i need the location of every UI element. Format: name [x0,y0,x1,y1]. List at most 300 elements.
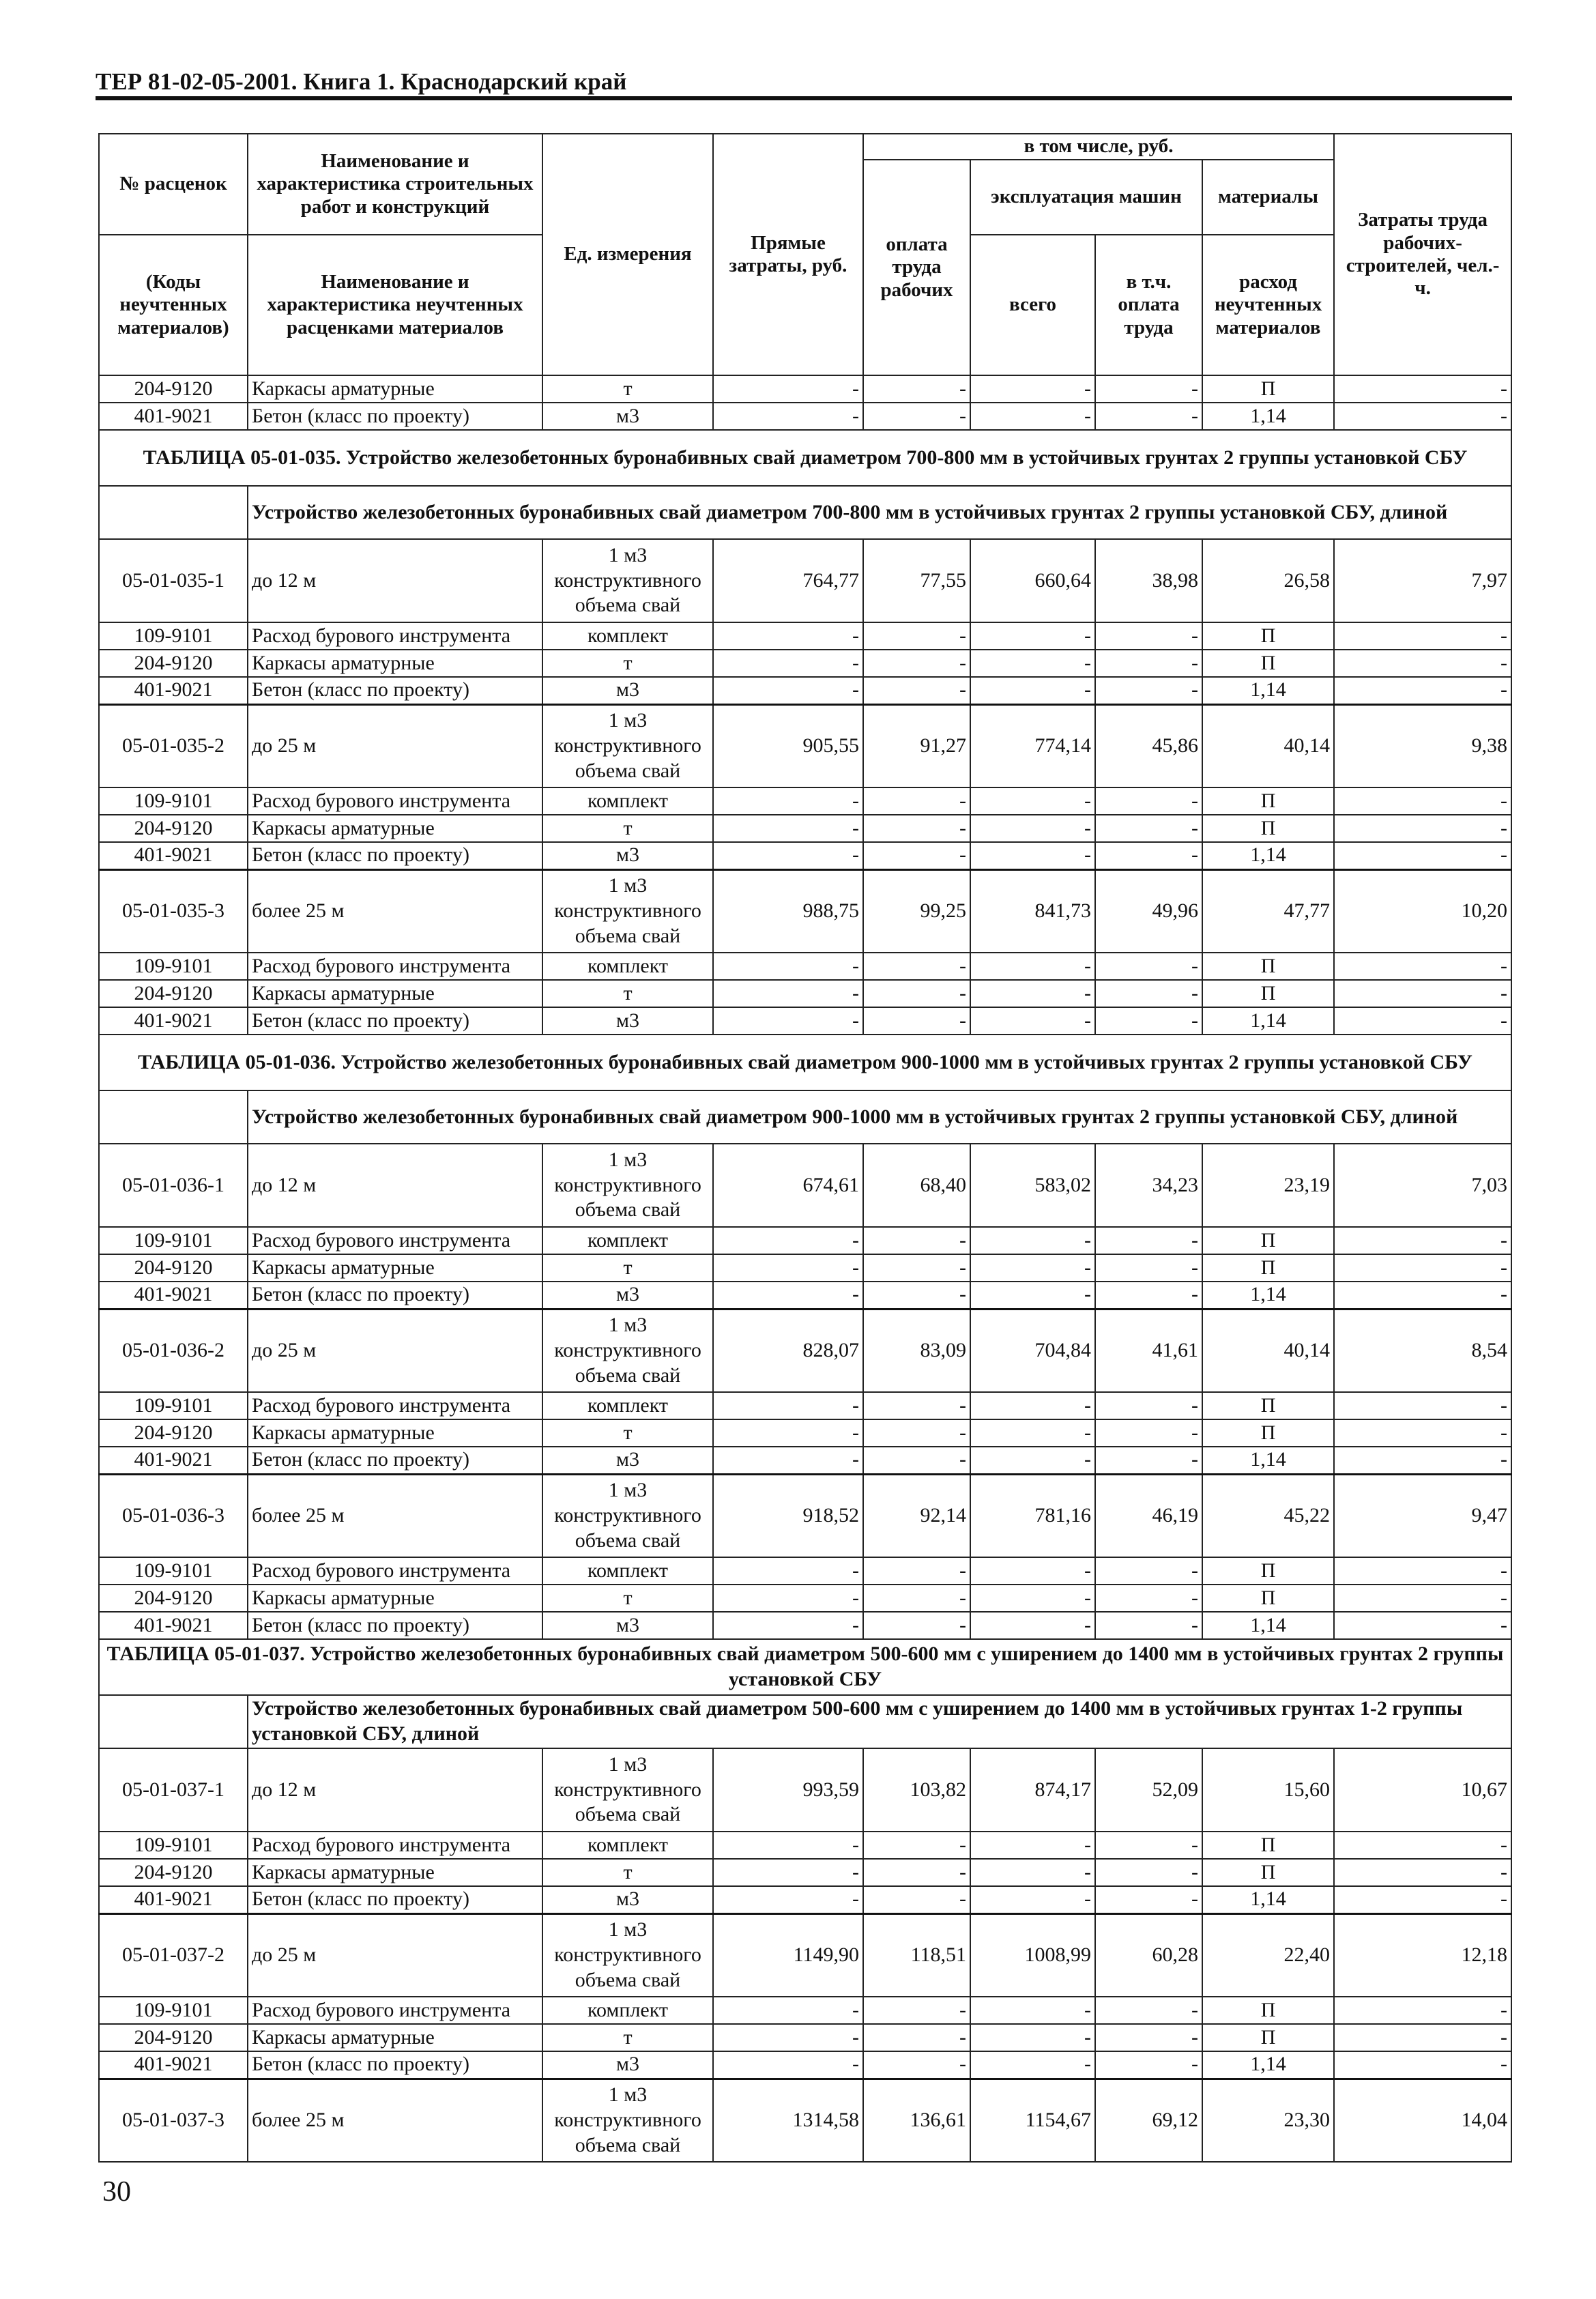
rate-machines: 874,17 [970,1748,1095,1832]
material-machines: - [970,980,1095,1007]
material-unit: комплект [542,622,713,650]
table-title-row [99,1035,1511,1090]
material-pay: - [863,1282,970,1309]
material-machines-pay: - [1095,1392,1202,1419]
rate-direct-cost: 674,61 [713,1144,863,1227]
material-name: Расход бурового инструмента [248,953,542,980]
material-machines-pay: - [1095,1419,1202,1447]
material-machines: - [970,1282,1095,1309]
rate-row [99,1474,1511,1557]
rate-labor: 9,47 [1334,1474,1511,1557]
material-machines: - [970,787,1095,815]
material-machines: - [970,1832,1095,1859]
rate-name: более 25 м [248,869,542,953]
material-consumption: 1,14 [1202,1007,1334,1035]
material-machines: - [970,403,1095,430]
rate-row [99,1144,1511,1227]
material-machines: - [970,1859,1095,1886]
rate-row [99,1309,1511,1392]
material-direct: - [713,1227,863,1254]
rate-code: 05-01-036-3 [99,1474,248,1557]
material-labor: - [1334,2051,1511,2079]
material-unit: т [542,650,713,677]
rate-code: 05-01-037-3 [99,2079,248,2162]
material-name: Каркасы арматурные [248,980,542,1007]
material-direct: - [713,1886,863,1913]
material-direct: - [713,1254,863,1282]
material-consumption: П [1202,1392,1334,1419]
rate-direct-cost: 918,52 [713,1474,863,1557]
material-machines-pay: - [1095,1612,1202,1639]
material-pay: - [863,842,970,869]
material-machines: - [970,1997,1095,2024]
material-labor: - [1334,1612,1511,1639]
material-name: Бетон (класс по проекту) [248,677,542,704]
material-code: 109-9101 [99,1557,248,1585]
material-pay: - [863,650,970,677]
header-machines: эксплуатация машин [970,160,1202,235]
material-unit: комплект [542,1832,713,1859]
subtitle-blank [99,1695,248,1748]
table-title: ТАБЛИЦА 05-01-037. Устройство железобетонных буронабивных свай диаметром 500-600 мм с уширением до 1400 мм в устойчивых грунтах 2 группы установкой СБУ [99,1639,1511,1695]
material-name: Бетон (класс по проекту) [248,842,542,869]
material-code: 204-9120 [99,1859,248,1886]
material-code: 204-9120 [99,2024,248,2051]
material-direct: - [713,2024,863,2051]
material-consumption: П [1202,787,1334,815]
material-direct: - [713,815,863,842]
material-unit: комплект [542,1557,713,1585]
rate-materials: 22,40 [1202,1913,1334,1997]
material-machines: - [970,1227,1095,1254]
material-machines: - [970,1585,1095,1612]
material-pay: - [863,1392,970,1419]
table-title: ТАБЛИЦА 05-01-036. Устройство железобетонных буронабивных свай диаметром 900-1000 мм в устойчивых грунтах 2 группы установкой СБУ [99,1035,1511,1090]
material-code: 401-9021 [99,403,248,430]
subtitle-blank [99,1090,248,1144]
rate-direct-cost: 764,77 [713,539,863,622]
material-consumption: 1,14 [1202,1447,1334,1474]
material-machines-pay: - [1095,1007,1202,1035]
rate-machines: 841,73 [970,869,1095,953]
rate-name: до 25 м [248,1309,542,1392]
material-row [99,1859,1511,1886]
material-row [99,1612,1511,1639]
header-code: № расценок [99,134,248,235]
material-row [99,842,1511,869]
rate-direct-cost: 905,55 [713,704,863,787]
material-pay: - [863,1419,970,1447]
material-machines-pay: - [1095,2024,1202,2051]
material-name: Каркасы арматурные [248,375,542,403]
rate-labor-pay: 136,61 [863,2079,970,2162]
material-labor: - [1334,1997,1511,2024]
material-code: 204-9120 [99,1585,248,1612]
material-row [99,1585,1511,1612]
material-row [99,1227,1511,1254]
header-unit: Ед. измерения [542,134,713,375]
rate-machines: 583,02 [970,1144,1095,1227]
header-name-sub: Наименование и характеристика неучтенных расценками материалов [248,235,542,375]
material-unit: комплект [542,1392,713,1419]
material-code: 401-9021 [99,1007,248,1035]
material-unit: т [542,1419,713,1447]
material-direct: - [713,1859,863,1886]
material-row [99,2024,1511,2051]
material-unit: т [542,1859,713,1886]
material-name: Каркасы арматурные [248,1585,542,1612]
rate-direct-cost: 1314,58 [713,2079,863,2162]
material-code: 109-9101 [99,622,248,650]
header-machines-pay: в т.ч. оплата труда [1095,235,1202,375]
material-machines: - [970,1612,1095,1639]
material-code: 109-9101 [99,953,248,980]
material-consumption: 1,14 [1202,677,1334,704]
header-incl: в том числе, руб. [863,134,1334,160]
table-subtitle: Устройство железобетонных буронабивных свай диаметром 500-600 мм с уширением до 1400 мм в устойчивых грунтах 1-2 группы установкой СБУ, длиной [248,1695,1511,1748]
material-unit: м3 [542,1007,713,1035]
material-pay: - [863,2024,970,2051]
material-unit: м3 [542,842,713,869]
material-machines-pay: - [1095,1585,1202,1612]
rate-code: 05-01-036-1 [99,1144,248,1227]
material-machines-pay: - [1095,650,1202,677]
rate-materials: 40,14 [1202,1309,1334,1392]
material-row [99,1254,1511,1282]
material-direct: - [713,1832,863,1859]
rate-direct-cost: 993,59 [713,1748,863,1832]
material-pay: - [863,953,970,980]
material-code: 204-9120 [99,815,248,842]
header-name: Наименование и характеристика строительных работ и конструкций [248,134,542,235]
rate-machines: 774,14 [970,704,1095,787]
rate-labor: 8,54 [1334,1309,1511,1392]
material-consumption: П [1202,1254,1334,1282]
material-name: Расход бурового инструмента [248,1557,542,1585]
rate-machines-pay: 69,12 [1095,2079,1202,2162]
rate-unit: 1 м3 конструктивного объема свай [542,539,713,622]
material-name: Каркасы арматурные [248,650,542,677]
material-machines-pay: - [1095,677,1202,704]
rate-row [99,869,1511,953]
material-machines: - [970,375,1095,403]
material-name: Расход бурового инструмента [248,622,542,650]
material-row [99,677,1511,704]
rate-labor-pay: 83,09 [863,1309,970,1392]
material-code: 401-9021 [99,677,248,704]
rate-labor-pay: 103,82 [863,1748,970,1832]
material-consumption: 1,14 [1202,1282,1334,1309]
material-consumption: 1,14 [1202,1886,1334,1913]
material-machines-pay: - [1095,622,1202,650]
material-machines-pay: - [1095,1254,1202,1282]
material-row [99,1886,1511,1913]
material-row [99,622,1511,650]
rate-labor: 10,67 [1334,1748,1511,1832]
rate-machines: 704,84 [970,1309,1095,1392]
material-pay: - [863,1007,970,1035]
material-machines-pay: - [1095,1886,1202,1913]
material-pay: - [863,622,970,650]
material-code: 109-9101 [99,1392,248,1419]
material-name: Каркасы арматурные [248,1419,542,1447]
rate-unit: 1 м3 конструктивного объема свай [542,1144,713,1227]
material-name: Бетон (класс по проекту) [248,1886,542,1913]
rate-machines-pay: 45,86 [1095,704,1202,787]
material-unit: м3 [542,1447,713,1474]
table-title: ТАБЛИЦА 05-01-035. Устройство железобетонных буронабивных свай диаметром 700-800 мм в устойчивых грунтах 2 группы установкой СБУ [99,430,1511,486]
material-unit: комплект [542,787,713,815]
material-pay: - [863,1254,970,1282]
material-name: Бетон (класс по проекту) [248,2051,542,2079]
material-unit: т [542,1254,713,1282]
material-consumption: П [1202,650,1334,677]
material-direct: - [713,1419,863,1447]
material-name: Расход бурового инструмента [248,787,542,815]
material-row [99,1832,1511,1859]
material-machines: - [970,953,1095,980]
header-code-sub: (Коды неучтенных материалов) [99,235,248,375]
material-consumption: П [1202,375,1334,403]
rate-row [99,1748,1511,1832]
rate-code: 05-01-035-2 [99,704,248,787]
header-materials-sub: расход неучтенных материалов [1202,235,1334,375]
material-labor: - [1334,622,1511,650]
table-body [99,375,1511,2162]
material-machines: - [970,1419,1095,1447]
material-pay: - [863,375,970,403]
material-consumption: 1,14 [1202,403,1334,430]
material-machines-pay: - [1095,1227,1202,1254]
material-row [99,403,1511,430]
material-consumption: П [1202,1997,1334,2024]
material-labor: - [1334,842,1511,869]
material-machines: - [970,622,1095,650]
material-consumption: П [1202,1419,1334,1447]
material-direct: - [713,1447,863,1474]
rate-name: до 12 м [248,1144,542,1227]
material-code: 401-9021 [99,842,248,869]
material-pay: - [863,1227,970,1254]
material-code: 204-9120 [99,1419,248,1447]
material-labor: - [1334,1419,1511,1447]
material-row [99,2051,1511,2079]
material-machines: - [970,842,1095,869]
material-unit: т [542,980,713,1007]
rate-unit: 1 м3 конструктивного объема свай [542,704,713,787]
rate-machines: 781,16 [970,1474,1095,1557]
material-labor: - [1334,1007,1511,1035]
material-machines-pay: - [1095,815,1202,842]
material-consumption: П [1202,1585,1334,1612]
material-labor: - [1334,677,1511,704]
material-direct: - [713,953,863,980]
header-materials: материалы [1202,160,1334,235]
material-code: 401-9021 [99,1886,248,1913]
material-machines-pay: - [1095,953,1202,980]
rate-labor-pay: 99,25 [863,869,970,953]
material-labor: - [1334,650,1511,677]
rate-materials: 23,19 [1202,1144,1334,1227]
rate-machines-pay: 41,61 [1095,1309,1202,1392]
material-unit: м3 [542,403,713,430]
material-code: 109-9101 [99,787,248,815]
rate-row [99,1913,1511,1997]
material-unit: м3 [542,677,713,704]
material-consumption: П [1202,1557,1334,1585]
material-name: Каркасы арматурные [248,1254,542,1282]
rate-materials: 47,77 [1202,869,1334,953]
material-code: 401-9021 [99,2051,248,2079]
material-machines: - [970,650,1095,677]
material-code: 109-9101 [99,1227,248,1254]
material-direct: - [713,650,863,677]
material-name: Каркасы арматурные [248,1859,542,1886]
rate-row [99,704,1511,787]
material-labor: - [1334,1557,1511,1585]
material-pay: - [863,2051,970,2079]
rate-direct-cost: 1149,90 [713,1913,863,1997]
rate-code: 05-01-036-2 [99,1309,248,1392]
material-pay: - [863,1585,970,1612]
material-machines: - [970,815,1095,842]
material-unit: т [542,1585,713,1612]
material-unit: комплект [542,1227,713,1254]
material-unit: т [542,2024,713,2051]
material-machines-pay: - [1095,403,1202,430]
material-name: Бетон (класс по проекту) [248,1612,542,1639]
material-name: Бетон (класс по проекту) [248,1007,542,1035]
material-unit: т [542,375,713,403]
material-name: Бетон (класс по проекту) [248,403,542,430]
material-machines-pay: - [1095,1447,1202,1474]
material-consumption: П [1202,2024,1334,2051]
material-row [99,375,1511,403]
material-consumption: П [1202,815,1334,842]
rate-name: до 25 м [248,704,542,787]
material-pay: - [863,1859,970,1886]
material-machines-pay: - [1095,1859,1202,1886]
material-pay: - [863,787,970,815]
rate-direct-cost: 828,07 [713,1309,863,1392]
material-name: Расход бурового инструмента [248,1832,542,1859]
rate-code: 05-01-035-1 [99,539,248,622]
material-code: 204-9120 [99,1254,248,1282]
rate-materials: 40,14 [1202,704,1334,787]
material-direct: - [713,375,863,403]
material-row [99,1997,1511,2024]
material-consumption: 1,14 [1202,842,1334,869]
material-unit: м3 [542,1612,713,1639]
material-code: 109-9101 [99,1832,248,1859]
material-row [99,1557,1511,1585]
material-direct: - [713,677,863,704]
table-subtitle: Устройство железобетонных буронабивных свай диаметром 900-1000 мм в устойчивых грунтах 2 группы установкой СБУ, длиной [248,1090,1511,1144]
material-machines-pay: - [1095,2051,1202,2079]
header-labor-pay: оплата труда рабочих [863,160,970,375]
material-labor: - [1334,403,1511,430]
material-code: 109-9101 [99,1997,248,2024]
material-code: 204-9120 [99,375,248,403]
material-name: Каркасы арматурные [248,815,542,842]
rate-machines-pay: 34,23 [1095,1144,1202,1227]
rate-name: до 12 м [248,539,542,622]
rate-labor: 14,04 [1334,2079,1511,2162]
rate-machines: 660,64 [970,539,1095,622]
material-machines-pay: - [1095,1997,1202,2024]
material-pay: - [863,1557,970,1585]
material-name: Бетон (класс по проекту) [248,1447,542,1474]
material-direct: - [713,1392,863,1419]
material-labor: - [1334,2024,1511,2051]
rate-labor-pay: 118,51 [863,1913,970,1997]
material-unit: комплект [542,1997,713,2024]
material-direct: - [713,1007,863,1035]
rate-unit: 1 м3 конструктивного объема свай [542,1474,713,1557]
material-machines: - [970,2024,1095,2051]
material-name: Расход бурового инструмента [248,1392,542,1419]
rate-name: до 12 м [248,1748,542,1832]
material-machines: - [970,1254,1095,1282]
material-machines-pay: - [1095,842,1202,869]
rate-labor: 9,38 [1334,704,1511,787]
material-labor: - [1334,953,1511,980]
material-consumption: П [1202,980,1334,1007]
material-direct: - [713,980,863,1007]
material-row [99,1282,1511,1309]
material-direct: - [713,403,863,430]
header-rule [96,96,1512,100]
rate-name: более 25 м [248,1474,542,1557]
material-row [99,1007,1511,1035]
material-direct: - [713,1997,863,2024]
material-labor: - [1334,1886,1511,1913]
rate-code: 05-01-037-2 [99,1913,248,1997]
rate-machines-pay: 38,98 [1095,539,1202,622]
table-subtitle-row [99,1090,1511,1144]
material-machines-pay: - [1095,1282,1202,1309]
material-unit: комплект [542,953,713,980]
material-pay: - [863,1612,970,1639]
material-row [99,953,1511,980]
rate-name: более 25 м [248,2079,542,2162]
rate-machines-pay: 60,28 [1095,1913,1202,1997]
rate-labor: 7,03 [1334,1144,1511,1227]
material-unit: м3 [542,1886,713,1913]
material-unit: м3 [542,2051,713,2079]
rate-row [99,2079,1511,2162]
material-code: 401-9021 [99,1282,248,1309]
table-subtitle-row [99,1695,1511,1748]
material-consumption: П [1202,622,1334,650]
rate-unit: 1 м3 конструктивного объема свай [542,1309,713,1392]
material-machines: - [970,1007,1095,1035]
material-code: 204-9120 [99,650,248,677]
rate-labor: 12,18 [1334,1913,1511,1997]
material-row [99,980,1511,1007]
price-table [98,133,1512,2163]
page-number: 30 [102,2176,131,2208]
rate-labor-pay: 91,27 [863,704,970,787]
material-labor: - [1334,1254,1511,1282]
material-machines: - [970,677,1095,704]
material-machines: - [970,1392,1095,1419]
material-direct: - [713,2051,863,2079]
material-pay: - [863,815,970,842]
material-consumption: П [1202,1859,1334,1886]
material-direct: - [713,1612,863,1639]
material-unit: т [542,815,713,842]
